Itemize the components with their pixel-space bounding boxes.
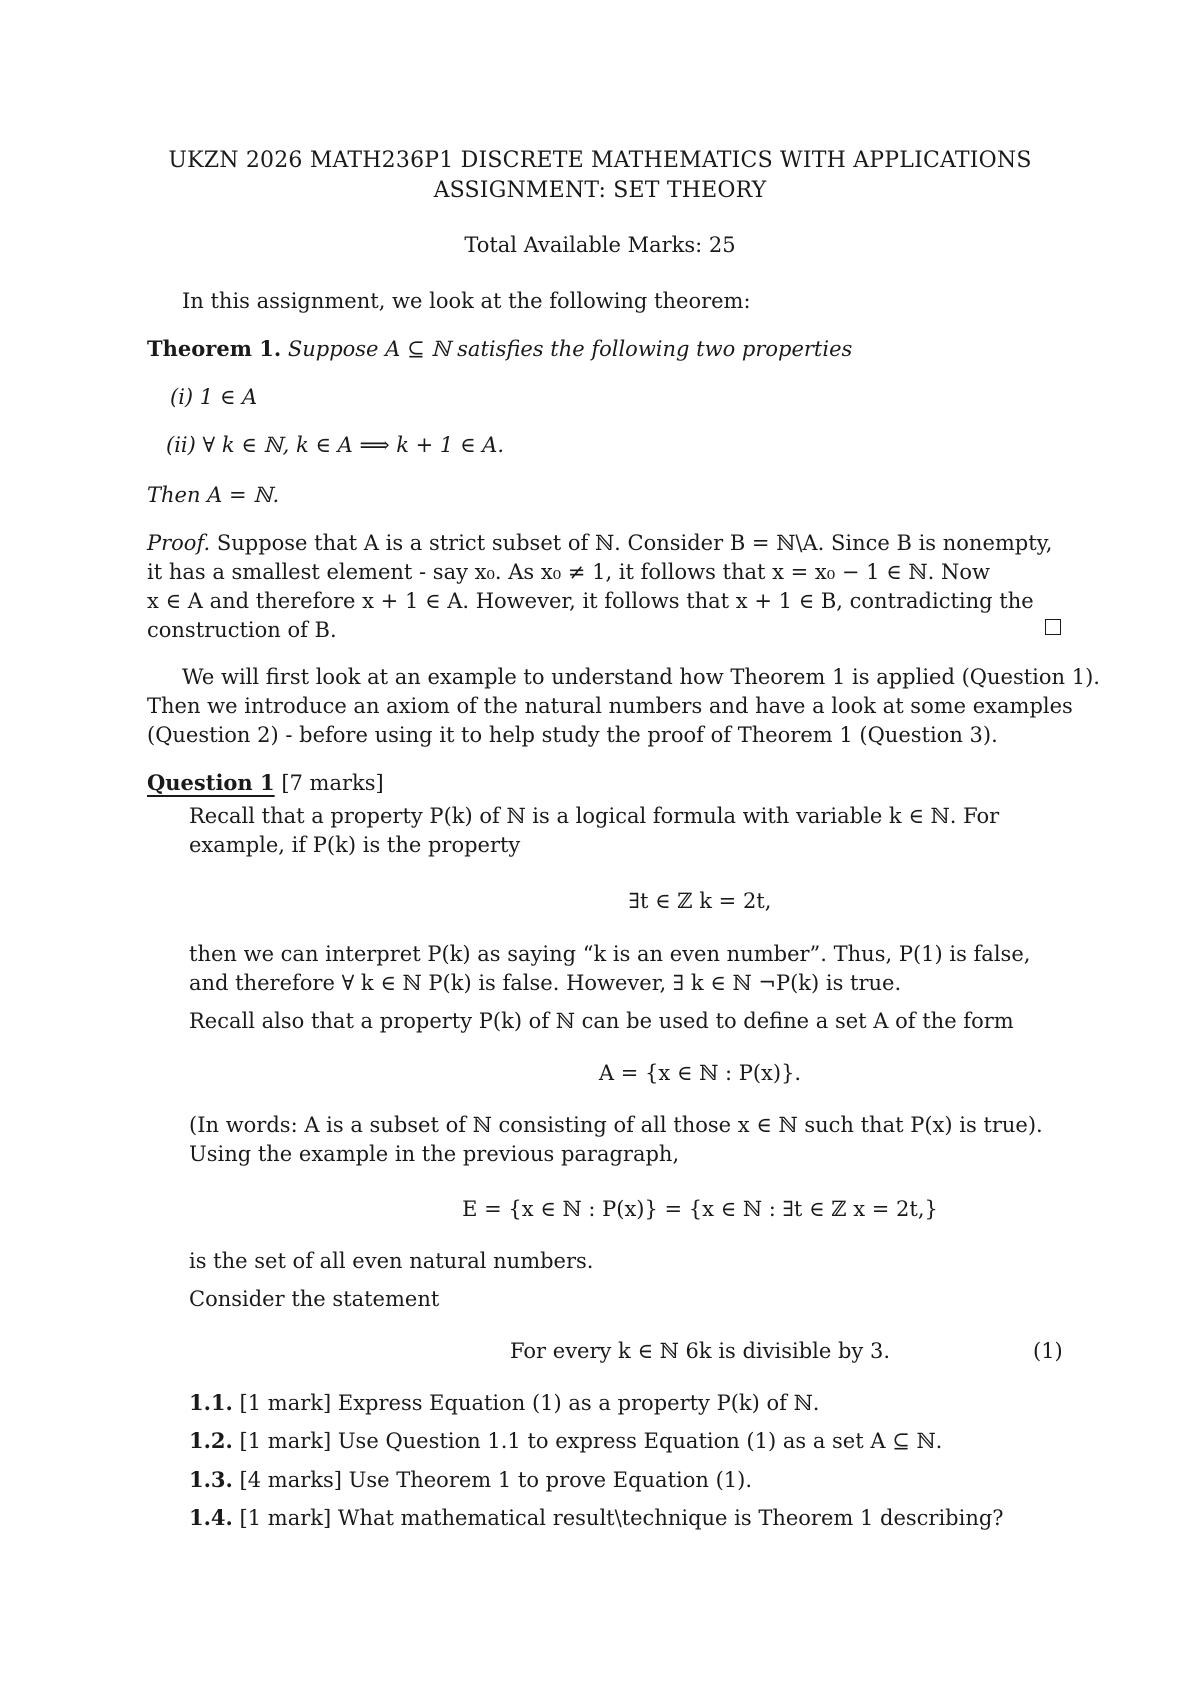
part-marks: [4 marks] (239, 1468, 342, 1492)
q1-para2-line1: then we can interpret P(k) as saying “k is an even number”. Thus, P(1) is false, (189, 942, 1031, 966)
q1-para5: is the set of all even natural numbers. (189, 1249, 594, 1273)
proof-line-3: x ∈ A and therefore x + 1 ∈ A. However, it follows that x + 1 ∈ B, contradicting the (147, 589, 1034, 613)
theorem-item-i: (i) 1 ∈ A (170, 385, 258, 409)
question-1-marks: [7 marks] (281, 771, 384, 795)
proof-line-1 (147, 530, 1058, 556)
equation-statement: For every k ∈ ℕ 6k is divisible by 3. (509, 1339, 890, 1363)
theorem-statement (147, 336, 852, 362)
q1-para6: Consider the statement (189, 1287, 440, 1311)
equation-set: A = {x ∈ ℕ : P(x)}. (598, 1061, 802, 1085)
intro-text: In this assignment, we look at the following theorem: (182, 289, 751, 313)
part-marks: [1 mark] (239, 1506, 332, 1530)
proof-label: Proof. (147, 531, 211, 555)
part-marks: [1 mark] (239, 1429, 332, 1453)
proof-line-2: it has a smallest element - say x₀. As x₀ ≠ 1, it follows that x = x₀ − 1 ∈ ℕ. Now (147, 560, 990, 584)
part-number: 1.2. (189, 1428, 233, 1453)
qed-box-icon (1045, 619, 1061, 635)
question-part (189, 1390, 819, 1416)
total-marks: Total Available Marks: 25 (464, 233, 736, 257)
q1-para2-line2: and therefore ∀ k ∈ ℕ P(k) is false. However, ∃ k ∈ ℕ ¬P(k) is true. (189, 971, 902, 995)
proof-text-1: Suppose that A is a strict subset of ℕ. Consider B = ℕ\A. Since B is nonempty, (216, 531, 1053, 555)
question-part (189, 1428, 942, 1454)
part-number: 1.1. (189, 1390, 233, 1415)
overview-line-3: (Question 2) - before using it to help study the proof of Theorem 1 (Question 3). (147, 723, 998, 747)
theorem-hypothesis: Suppose A ⊆ ℕ satisfies the following two properties (287, 337, 853, 361)
q1-para3-line1: Recall also that a property P(k) of ℕ can be used to define a set A of the form (189, 1009, 1014, 1033)
q1-para4-line1: (In words: A is a subset of ℕ consisting of all those x ∈ ℕ such that P(x) is true). (189, 1113, 1043, 1137)
question-1-heading (147, 770, 384, 796)
question-part (189, 1467, 752, 1493)
part-text: Use Theorem 1 to prove Equation (1). (348, 1468, 752, 1492)
title-line-1: UKZN 2026 MATH236P1 DISCRETE MATHEMATICS WITH APPLICATIONS (168, 148, 1032, 173)
part-text: Express Equation (1) as a property P(k) of ℕ. (337, 1391, 820, 1415)
part-marks: [1 mark] (239, 1391, 332, 1415)
equation-even: ∃t ∈ ℤ k = 2t, (628, 889, 772, 913)
overview-line-1: We will first look at an example to understand how Theorem 1 is applied (Question 1). (182, 665, 1100, 689)
question-1-label: Question 1 (147, 770, 275, 795)
part-number: 1.4. (189, 1505, 233, 1530)
question-part (189, 1505, 1004, 1531)
part-text: Use Question 1.1 to express Equation (1) as a set A ⊆ ℕ. (337, 1429, 943, 1453)
q1-para4-line2: Using the example in the previous paragraph, (189, 1142, 680, 1166)
theorem-conclusion: Then A = ℕ. (147, 483, 280, 507)
part-text: What mathematical result\technique is Theorem 1 describing? (337, 1506, 1004, 1530)
overview-line-2: Then we introduce an axiom of the natural numbers and have a look at some examples (147, 694, 1073, 718)
theorem-item-ii: (ii) ∀ k ∈ ℕ, k ∈ A ⟹ k + 1 ∈ A. (166, 433, 505, 457)
part-number: 1.3. (189, 1467, 233, 1492)
q1-para1-line1: Recall that a property P(k) of ℕ is a logical formula with variable k ∈ ℕ. For (189, 804, 1000, 828)
title-line-2: ASSIGNMENT: SET THEORY (433, 178, 767, 203)
theorem-label: Theorem 1. (147, 336, 282, 361)
proof-line-4: construction of B. (147, 618, 337, 642)
equation-number: (1) (1033, 1339, 1063, 1363)
equation-even-set: E = {x ∈ ℕ : P(x)} = {x ∈ ℕ : ∃t ∈ ℤ x = 2t,} (462, 1197, 938, 1221)
q1-para1-line2: example, if P(k) is the property (189, 833, 521, 857)
